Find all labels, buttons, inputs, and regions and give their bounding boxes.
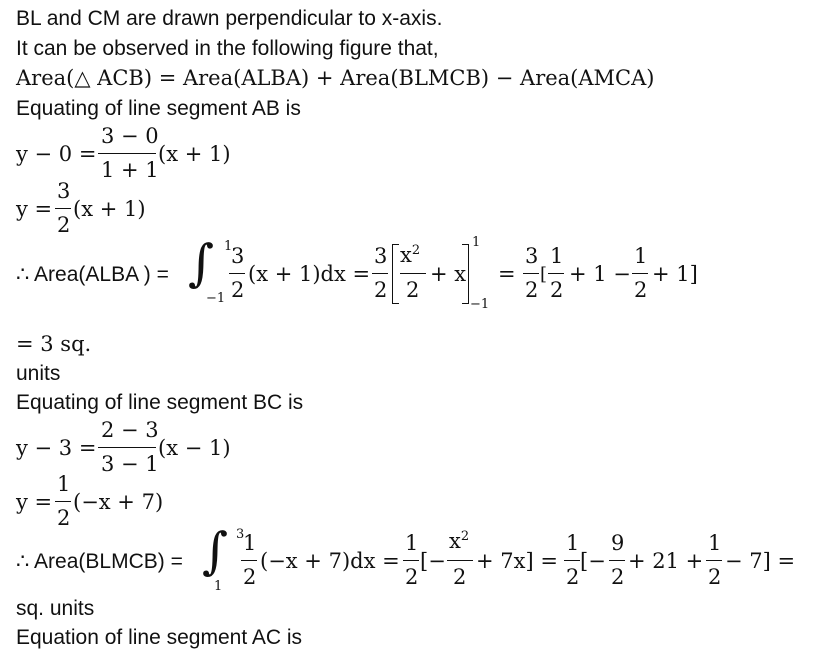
eq-bc2-rhs: (−x + 7) xyxy=(73,490,164,514)
blmcb-x2-bar xyxy=(447,560,473,561)
blmcb-x2-exp: 2 xyxy=(460,529,470,544)
blmcb-f2-num: 1 xyxy=(405,531,419,555)
eq-bc-rhs: (x − 1) xyxy=(158,436,231,460)
area-equation: Area(△ ACB) = Area(ALBA) + Area(BLMCB) − Area(AMCA) xyxy=(16,66,655,90)
alba-left-bracket xyxy=(392,244,399,304)
blmcb-f2-den: 2 xyxy=(405,565,419,589)
eq-ab-numerator: 3 − 0 xyxy=(101,124,159,148)
blmcb-minus-7: − 7] = xyxy=(725,549,796,573)
alba-equals: = xyxy=(498,262,516,286)
eq-bc-numerator: 2 − 3 xyxy=(101,418,159,442)
eq-ab2-denominator: 2 xyxy=(57,213,71,237)
blmcb-int-upper: 3 xyxy=(236,527,245,542)
eq-bc2-fraction-bar xyxy=(55,501,71,502)
eq-bc-lhs: y − 3 = xyxy=(16,436,97,460)
eq-bc2-lhs: y = xyxy=(16,490,53,514)
alba-f1-bar xyxy=(229,273,245,274)
alba-f2-den: 2 xyxy=(374,278,388,302)
blmcb-f4-bar xyxy=(609,560,625,561)
alba-x2 xyxy=(400,244,420,266)
sq-units-text: sq. units xyxy=(16,597,95,620)
blmcb-integrand: (−x + 7)dx = xyxy=(260,549,400,573)
blmcb-f3-den: 2 xyxy=(566,565,580,589)
alba-f1-den: 2 xyxy=(231,278,245,302)
alba-x2-base: x xyxy=(400,243,412,267)
alba-integrand: (x + 1)dx = xyxy=(248,262,371,286)
alba-f5-den: 2 xyxy=(634,278,648,302)
alba-f5-num: 1 xyxy=(634,244,648,268)
blmcb-x2-den: 2 xyxy=(453,565,467,589)
eq-bc-denominator: 3 − 1 xyxy=(101,452,159,476)
alba-f5-bar xyxy=(632,273,648,274)
eq-ab-lhs: y − 0 = xyxy=(16,142,97,166)
alba-f1-num: 3 xyxy=(231,244,245,268)
blmcb-f1-den: 2 xyxy=(243,565,257,589)
eq-ab2-fraction-bar xyxy=(55,208,71,209)
blmcb-open2: [− xyxy=(580,549,606,573)
blmcb-plus-21: + 21 + xyxy=(628,549,704,573)
alba-f4-num: 1 xyxy=(550,244,564,268)
alba-x2-exp: 2 xyxy=(411,243,421,258)
blmcb-open1: [− xyxy=(420,549,446,573)
alba-int-upper: 1 xyxy=(224,239,233,254)
blmcb-int-lower: 1 xyxy=(214,579,223,594)
text-line-2: It can be observed in the following figure that, xyxy=(16,37,439,60)
eq-ab-fraction-bar xyxy=(98,153,156,154)
alba-f2-num: 3 xyxy=(374,244,388,268)
blmcb-f1-num: 1 xyxy=(243,531,257,555)
text-line-bc: Equating of line segment BC is xyxy=(16,391,304,414)
integral-sign-icon: ∫ xyxy=(202,522,229,580)
blmcb-f4-num: 9 xyxy=(611,531,625,555)
text-line-ab: Equating of line segment AB is xyxy=(16,97,301,120)
eq-ab-rhs: (x + 1) xyxy=(158,142,231,166)
alba-eval-upper: 1 xyxy=(472,235,481,250)
blmcb-f1-bar xyxy=(241,560,257,561)
area-blmcb-label: ∴ Area(BLMCB) = xyxy=(16,550,183,573)
eq-bc2-denominator: 2 xyxy=(57,506,71,530)
eq-ab2-numerator: 3 xyxy=(57,179,71,203)
alba-open-bracket: [ xyxy=(540,264,548,285)
blmcb-f3-bar xyxy=(564,560,580,561)
blmcb-x2 xyxy=(449,530,469,552)
alba-eval-lower: −1 xyxy=(470,297,490,312)
blmcb-f2-bar xyxy=(403,560,419,561)
alba-plus-x: + x xyxy=(430,262,467,286)
integral-sign-icon: ∫ xyxy=(188,234,215,292)
blmcb-plus-7x: + 7x] = xyxy=(476,549,558,573)
alba-int-lower: −1 xyxy=(206,291,226,306)
eq-ab2-lhs: y = xyxy=(16,197,53,221)
alba-right-bracket xyxy=(462,244,469,304)
alba-f4-den: 2 xyxy=(550,278,564,302)
units-text: units xyxy=(16,362,61,385)
alba-x2-bar xyxy=(400,273,426,274)
text-line-1: BL and CM are drawn perpendicular to x-axis. xyxy=(16,7,443,30)
blmcb-f5-num: 1 xyxy=(708,531,722,555)
alba-plus-one-minus: + 1 − xyxy=(569,262,631,286)
blmcb-f5-bar xyxy=(706,560,722,561)
alba-x2-den: 2 xyxy=(406,278,420,302)
eq-ab-denominator: 1 + 1 xyxy=(101,158,159,182)
alba-f4-bar xyxy=(548,273,564,274)
blmcb-f3-num: 1 xyxy=(566,531,580,555)
text-line-ac: Equation of line segment AC is xyxy=(16,626,303,649)
blmcb-f5-den: 2 xyxy=(708,565,722,589)
alba-f3-num: 3 xyxy=(525,244,539,268)
alba-f3-den: 2 xyxy=(525,278,539,302)
alba-f3-bar xyxy=(523,273,539,274)
blmcb-f4-den: 2 xyxy=(611,565,625,589)
alba-f2-bar xyxy=(372,273,388,274)
eq-bc-fraction-bar xyxy=(98,447,156,448)
area-alba-result: = 3 sq. xyxy=(16,332,92,356)
eq-ab2-rhs: (x + 1) xyxy=(73,197,146,221)
alba-plus-one-close: + 1] xyxy=(652,262,698,286)
area-alba-label: ∴ Area(ALBA ) = xyxy=(16,263,169,286)
eq-bc2-numerator: 1 xyxy=(57,472,71,496)
blmcb-x2-base: x xyxy=(449,529,461,553)
